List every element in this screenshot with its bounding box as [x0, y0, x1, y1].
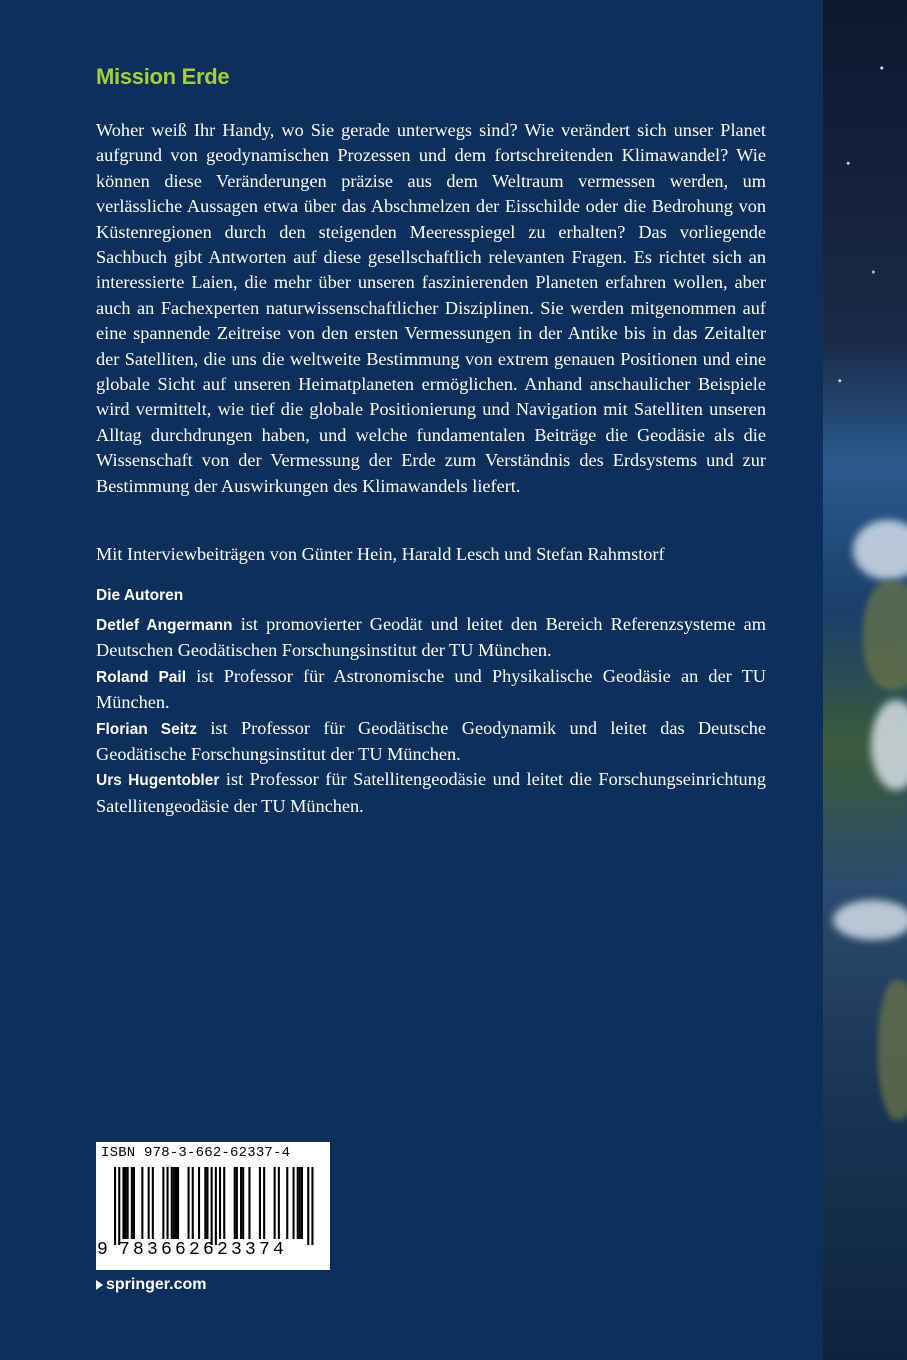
earth-image-strip [823, 0, 907, 1360]
author-name: Roland Pail [96, 668, 187, 686]
barcode-bar [311, 1167, 313, 1245]
author-bio: ist Professor für Geodätische Geodynamik und leitet das Deutsche Geodätische Forschungsinstitut der TU München. [96, 717, 766, 765]
author-name: Urs Hugentobler [96, 772, 220, 790]
cloud-shape [871, 700, 907, 790]
barcode-bar [171, 1167, 173, 1239]
barcode-bar [198, 1167, 200, 1239]
author-bio: ist promovierter Geodät und leitet den Bereich Referenzsysteme am Deutschen Geodätischen Forschungsinstitut der TU München. [96, 614, 767, 661]
authors-list [96, 612, 766, 819]
author-entry [96, 767, 766, 819]
author-entry [96, 664, 766, 716]
land-shape [863, 580, 907, 690]
isbn-barcode [96, 1142, 330, 1270]
authors-heading: Die Autoren [96, 587, 184, 604]
barcode-bar [211, 1167, 213, 1245]
barcode-bar [219, 1167, 221, 1239]
barcode-bar [223, 1167, 225, 1239]
author-bio: ist Professor für Satellitengeodäsie und leitet die Forschungseinrichtung Satellitengeodäsie der TU München. [96, 769, 766, 816]
isbn-label: ISBN 978-3-662-62337-4 [101, 1145, 291, 1161]
barcode-bar [173, 1167, 175, 1239]
cloud-shape [853, 520, 907, 580]
cloud-shape [833, 900, 907, 940]
barcode-bar [274, 1167, 276, 1239]
barcode-bar [307, 1167, 309, 1245]
barcode-bar [125, 1167, 127, 1239]
barcode-bar [236, 1167, 238, 1239]
barcode-bar [263, 1167, 265, 1239]
barcode-bar [162, 1167, 164, 1239]
barcode-bar [215, 1167, 217, 1245]
interview-note: Mit Interviewbeiträgen von Günter Hein, Harald Lesch und Stefan Rahmstorf [96, 544, 665, 564]
barcode-bar [248, 1167, 250, 1239]
barcode-bar [234, 1167, 236, 1239]
author-entry [96, 716, 766, 768]
publisher-link[interactable] [96, 1276, 206, 1294]
barcode-bar [206, 1167, 208, 1239]
barcode-bar [118, 1167, 120, 1245]
barcode-bar [131, 1167, 133, 1239]
barcode-bar [242, 1167, 244, 1239]
author-name: Detlef Angermann [96, 617, 233, 634]
barcode-bar [114, 1167, 116, 1245]
barcode-bar [278, 1167, 280, 1239]
barcode-bar [175, 1167, 177, 1239]
land-shape [878, 980, 907, 1120]
barcode-bar [192, 1167, 194, 1239]
barcode-bar [297, 1167, 299, 1239]
ean-digits: 783662623374 [119, 1240, 288, 1260]
barcode-bar [301, 1167, 303, 1239]
barcode-bar [122, 1167, 124, 1239]
barcode-bar [240, 1167, 242, 1239]
barcode-bar [204, 1167, 206, 1239]
publisher-url: springer.com [106, 1276, 207, 1293]
barcode-bar [177, 1167, 179, 1239]
barcode-bar [167, 1167, 169, 1239]
barcode-bar [299, 1167, 301, 1239]
author-entry [96, 612, 766, 664]
barcode-bar [188, 1167, 190, 1239]
barcode-bar [141, 1167, 143, 1239]
blurb-text: Woher weiß Ihr Handy, wo Sie gerade unterwegs sind? Wie verändert sich unser Planet aufgrund von geodynamischen Prozessen und dem fortschreitenden Klimawandel? Wie können diese Veränderungen präzise aus dem Weltraum vermessen werden, um verlässliche Aussagen etwa über das Abschmelzen der Eisschilde oder die Bedrohung von Küstenregionen durch den steigenden Meeresspiegel zu erhalten? Das vorliegende Sachbuch gibt Antworten auf diese gesellschaftlich relevanten Fragen. Es richtet sich an interessierte Laien, die mehr über unseren faszinierenden Planeten erfahren wollen, aber auch an Fachexperten naturwissenschaftlicher Disziplinen. Sie werden mitgenommen auf eine spannende Zeitreise von den ersten Vermessungen in der Antike bis in das Zeitalter der Satelliten, die uns die weltweite Bestimmung von extrem genauen Positionen und eine globale Sicht auf unseren Heimatplaneten ermöglichen. Anhand anschaulicher Beispiele wird vermittelt, wie tief die globale Positionierung und Navigation mit Satelliten unseren Alltag durchdrungen haben, und welche fundamentalen Beiträge die Geodäsie als die Wissenschaft von der Vermessung der Erde zum Verständnis des Erdsystems und zur Bestimmung der Auswirkungen des Klimawandels liefert. [96, 120, 766, 496]
ean-first-digit: 9 [97, 1240, 108, 1260]
barcode-bar [259, 1167, 261, 1239]
barcode-bar [152, 1167, 154, 1239]
book-title: Mission Erde [96, 64, 230, 89]
barcode-bar [133, 1167, 135, 1239]
barcode-bar [127, 1167, 129, 1239]
arrow-right-icon [96, 1280, 103, 1290]
barcode-bar [148, 1167, 150, 1239]
author-name: Florian Seitz [96, 720, 197, 738]
barcode-bar [293, 1167, 295, 1239]
barcode-bar [286, 1167, 288, 1239]
author-bio: ist Professor für Astronomische und Physikalische Geodäsie an der TU München. [96, 665, 767, 713]
